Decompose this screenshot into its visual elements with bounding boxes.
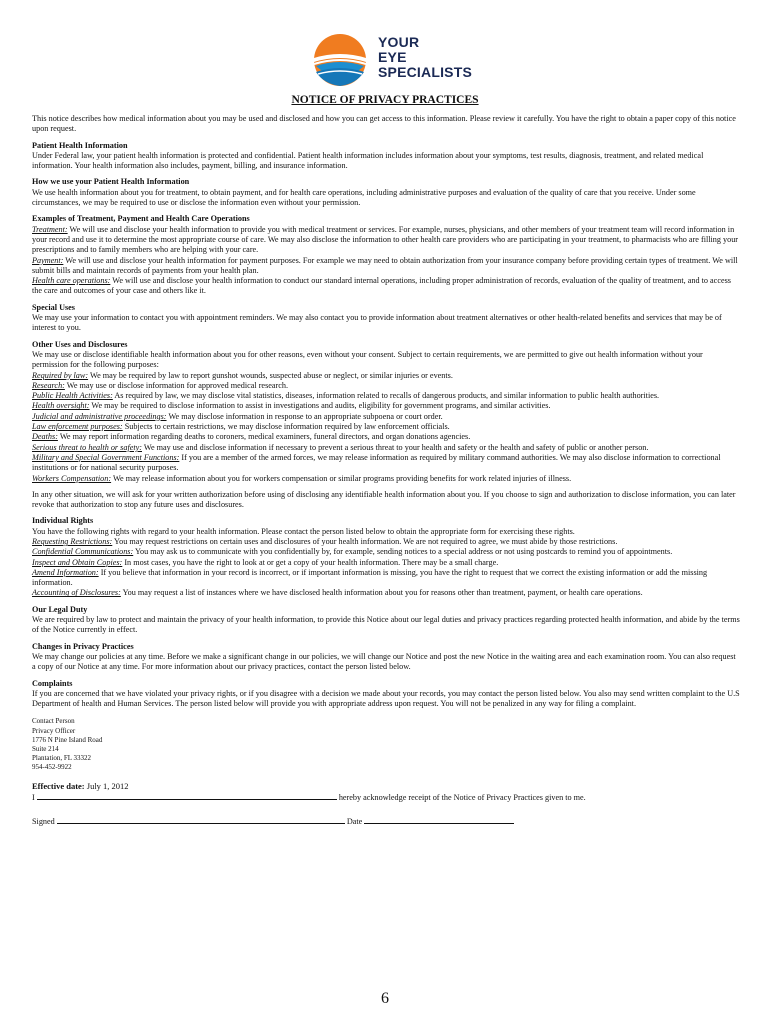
- effective-date-value: July 1, 2012: [84, 780, 129, 791]
- notice-body: [32, 114, 740, 828]
- rights-item-label: Accounting of Disclosures:: [32, 588, 121, 598]
- logo-line-3: SPECIALISTS: [378, 64, 472, 80]
- rights-heading: Individual Rights: [32, 516, 94, 526]
- other-item-label: Workers Compensation:: [32, 473, 112, 483]
- other-item: [32, 432, 740, 442]
- other-item-label: Research:: [32, 380, 65, 390]
- acknowledgement-line: [32, 791, 740, 803]
- other-item: [32, 412, 740, 422]
- other-text: We may use or disclose identifiable health information about you for other reasons, even without your consent. Subject to certain requirements, we are permitted to give out health information without your permission for the following purposes:: [32, 349, 703, 370]
- rights-item-text: If you believe that information in your record is incorrect, or if important information is missing, you have the right to request that we correct the existing information or add the missing information.: [32, 567, 708, 588]
- how-text: We use health information about you for treatment, to obtain payment, and for health care operations, including administrative purposes and evaluation of the quality of care that you receive. Under some circumstances, we may be required to use or disclose the information even without your permission.: [32, 187, 696, 208]
- other-item-label: Deaths:: [32, 432, 58, 442]
- other-item-text: Subjects to certain restrictions, we may disclose information required by law enforcement officials.: [122, 422, 450, 432]
- treatment-paragraph: [32, 225, 740, 256]
- other-item-text: We may report information regarding deaths to coroners, medical examiners, funeral directors, and organ donations agencies.: [57, 432, 471, 442]
- page-title: NOTICE OF PRIVACY PRACTICES: [291, 94, 479, 106]
- changes-text: We may change our policies at any time. Before we make a significant change in our policies, we will change our Notice and post the new Notice in the waiting area and each examination room. You can also request a copy of our Notice at any time. For more information about our privacy practices, contact the person listed below.: [32, 651, 736, 672]
- duty-heading: Our Legal Duty: [32, 604, 88, 614]
- ack-name-field[interactable]: [37, 791, 337, 800]
- duty-text: We are required by law to protect and maintain the privacy of your health information, to provide this Notice about our legal duties and privacy practices regarding protected health information, and abide by the terms of the Notice currently in effect.: [32, 615, 740, 635]
- logo-line-2: EYE: [378, 49, 407, 65]
- other-item-label: Public Health Activities:: [32, 391, 113, 401]
- complaints-text: If you are concerned that we have violated your privacy rights, or if you disagree with a decision we made about your records, you may contact the person listed below. You also may send written complaint to the U.S Department of health and Human Services. The person listed below will provide you with appropriate address upon request. You will not be penalized in any way for filing a complaint.: [32, 688, 740, 709]
- other-item-label: Law enforcement purposes:: [32, 422, 123, 432]
- effective-date: [32, 781, 740, 791]
- other-item-text: We may use or disclose information for approved medical research.: [64, 380, 289, 390]
- other-item-text: We may use and disclose information if necessary to prevent a serious threat to your health and safety or the health and safety of public or another person.: [142, 442, 649, 452]
- special-heading: Special Uses: [32, 302, 75, 312]
- operations-label: Health care operations:: [32, 276, 111, 286]
- other-item: [32, 453, 740, 474]
- other-item-text: We may be required by law to report gunshot wounds, suspected abuse or neglect, or similar injuries or events.: [88, 370, 453, 380]
- other-item: [32, 443, 740, 453]
- logo-line-1: YOUR: [378, 34, 420, 50]
- rights-text: You have the following rights with regard to your health information. Please contact the person listed below to obtain the appropriate form for exercising these rights.: [32, 526, 575, 536]
- rights-item: [32, 558, 740, 568]
- complaints-heading: Complaints: [32, 678, 73, 688]
- how-heading: How we use your Patient Health Information: [32, 177, 190, 187]
- rights-item: [32, 568, 740, 589]
- other-item-text: We may disclose information in response to an appropriate subpoena or court order.: [166, 411, 443, 421]
- operations-paragraph: [32, 276, 740, 297]
- other-closing-text: In any other situation, we will ask for your written authorization before using of disclosing any identifiable health information about you. If you choose to sign and authorization to disclose information, you can later revoke that authorization to stop any future uses and disclosures.: [32, 489, 736, 510]
- payment-label: Payment:: [32, 255, 64, 265]
- rights-item: [32, 588, 740, 598]
- examples-heading: Examples of Treatment, Payment and Health Care Operations: [32, 214, 250, 224]
- contact-block: [32, 717, 740, 772]
- other-item-label: Serious threat to health or safety:: [32, 442, 142, 452]
- ack-prefix: I: [32, 792, 35, 802]
- your-eye-specialists-logo: [308, 28, 478, 92]
- rights-item-label: Inspect and Obtain Copies:: [32, 557, 123, 567]
- intro-text: This notice describes how medical information about you may be used and disclosed and how you can get access to this information. Please review it carefully. You have the right to obtain a paper copy of this notice upon request.: [32, 114, 736, 134]
- contact-line: Privacy Officer: [32, 726, 76, 735]
- other-item-text: We may be required to disclose information to assist in investigations and audits, eligibility for government programs, and similar activities.: [89, 401, 551, 411]
- other-item: [32, 371, 740, 381]
- signature-line: [32, 815, 740, 827]
- other-item: [32, 401, 740, 411]
- date-field[interactable]: [364, 815, 514, 824]
- other-item: [32, 391, 740, 401]
- rights-item-label: Amend Information:: [32, 567, 99, 577]
- contact-line: Suite 214: [32, 745, 59, 754]
- rights-item-label: Confidential Communications:: [32, 547, 134, 557]
- page-number: 6: [381, 990, 389, 1007]
- other-item-text: As required by law, we may disclose vital statistics, diseases, information related to recalls of dangerous products, and similar information to public health authorities.: [112, 391, 660, 401]
- signature-field[interactable]: [57, 815, 345, 824]
- other-item-text: We may release information about you for workers compensation or similar programs providing benefits for work related injuries of illness.: [111, 473, 572, 483]
- contact-line: 954-452-9922: [32, 763, 72, 772]
- operations-text: We will use and disclose your health information to conduct our standard internal operations, including proper administration of records, evaluation of the quality of treatment, and to access the care and outcomes of your case and others like it.: [32, 276, 731, 296]
- rights-item-text: You may ask us to communicate with you confidentially by, for example, sending notices to a special address or not using postcards to remind you of appointments.: [133, 547, 673, 557]
- other-item-label: Military and Special Government Functions:: [32, 452, 180, 462]
- eye-logo-icon: [308, 28, 372, 92]
- phi-heading: Patient Health Information: [32, 140, 128, 150]
- other-item-label: Required by law:: [32, 370, 89, 380]
- changes-heading: Changes in Privacy Practices: [32, 641, 134, 651]
- other-item: [32, 422, 740, 432]
- rights-item-text: You may request restrictions on certain uses and disclosures of your health information. We are not required to agree, we must abide by those restrictions.: [112, 536, 618, 546]
- rights-item-text: In most cases, you have the right to look at or get a copy of your health information. There may be a small charge.: [122, 557, 499, 567]
- payment-paragraph: [32, 256, 740, 277]
- date-label: Date: [346, 817, 363, 827]
- treatment-text: We will use and disclose your health information to provide you with medical treatment or services. For example, nurses, physicians, and other members of your treatment team will record information in your record and use it to determine the most appropriate course of care. We may also disclose the information to other health care providers who are participating in your treatment, to pharmacists who are filling your prescriptions and to family members who are helping with your care.: [32, 224, 739, 255]
- logo-wordmark: [378, 35, 472, 80]
- other-item-label: Health oversight:: [32, 401, 90, 411]
- rights-item-text: You may request a list of instances where we have disclosed health information about you for reasons other than treatment, payment, or health care operations.: [120, 588, 643, 598]
- rights-item: [32, 547, 740, 557]
- special-text: We may use your information to contact you with appointment reminders. We may also contact you to provide information about treatment alternatives or other health-related benefits and services that may be of interest to you.: [32, 313, 722, 333]
- effective-date-label: Effective date:: [32, 780, 85, 791]
- other-heading: Other Uses and Disclosures: [32, 339, 128, 349]
- other-item: [32, 474, 740, 484]
- other-item: [32, 381, 740, 391]
- payment-text: We will use and disclose your health information for payment purposes. For example we may need to obtain authorization from your insurance company before providing certain types of treatment. We will submit bills and maintain records of payments from your health plan.: [32, 255, 738, 275]
- contact-line: 1776 N Pine Island Road: [32, 735, 103, 744]
- contact-line: Contact Person: [32, 717, 75, 726]
- phi-text: Under Federal law, your patient health information is protected and confidential. Patient health information includes information about your symptoms, test results, diagnosis, treatment, and related medical information. Your health information also includes, payment, billing, and insurance information.: [32, 150, 704, 171]
- rights-item-label: Requesting Restrictions:: [32, 536, 113, 546]
- other-item-label: Judicial and administrative proceedings:: [32, 411, 167, 421]
- treatment-label: Treatment:: [32, 224, 68, 234]
- other-item-text: If you are a member of the armed forces, we may release information as required by military command authorities. We may also disclose information to correctional institutions or for national security purposes.: [32, 452, 721, 473]
- signed-label: Signed: [32, 817, 55, 827]
- rights-item: [32, 537, 740, 547]
- contact-line: Plantation, FL 33322: [32, 754, 92, 763]
- ack-text: hereby acknowledge receipt of the Notice of Privacy Practices given to me.: [338, 792, 586, 802]
